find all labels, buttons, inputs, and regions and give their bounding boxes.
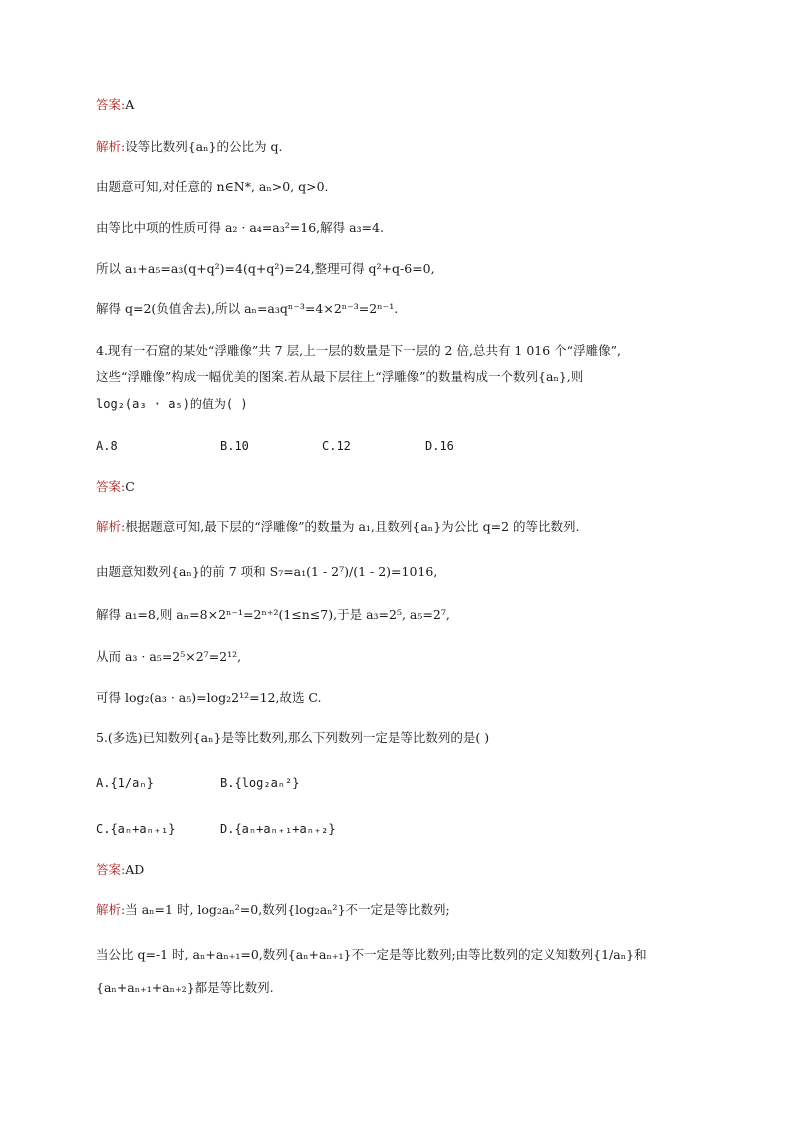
q4-stem-line-2: 这些“浮雕像”构成一幅优美的图案.若从最下层往上“浮雕像”的数量构成一个数列{aₙ},则 bbox=[96, 369, 584, 384]
q3-analysis-line-3: 由等比中项的性质可得 a₂ · a₄=a₃²=16,解得 a₃=4. bbox=[96, 220, 384, 235]
q5-analysis-line-1 bbox=[96, 901, 450, 919]
answer-value: C bbox=[125, 479, 135, 494]
q4-analysis-line-5: 可得 log₂(a₃ · a₅)=log₂2¹²=12,故选 C. bbox=[96, 690, 322, 705]
q5-answer bbox=[96, 861, 144, 879]
q5-analysis-line-3: {aₙ+aₙ₊₁+aₙ₊₂}都是等比数列. bbox=[96, 980, 274, 995]
analysis-text: 当 aₙ=1 时, log₂aₙ²=0,数列{log₂aₙ²}不一定是等比数列; bbox=[125, 902, 450, 917]
q5-option-b: B.{log₂aₙ²} bbox=[220, 776, 300, 790]
q4-option-b: B.10 bbox=[220, 439, 249, 453]
answer-value: AD bbox=[125, 862, 145, 877]
q4-analysis-line-4: 从而 a₃ · a₅=2⁵×2⁷=2¹², bbox=[96, 649, 242, 664]
answer-label: 答案: bbox=[96, 862, 126, 877]
q3-answer bbox=[96, 96, 134, 114]
q5-option-a: A.{1/aₙ} bbox=[96, 776, 154, 790]
q4-stem-line-3: log₂(a₃ · a₅)的值为( ) bbox=[96, 397, 248, 411]
answer-label: 答案: bbox=[96, 479, 126, 494]
answer-value: A bbox=[125, 97, 135, 112]
q3-analysis-line-1 bbox=[96, 138, 282, 156]
analysis-label: 解析: bbox=[96, 139, 126, 154]
q5-option-c: C.{aₙ+aₙ₊₁} bbox=[96, 822, 176, 836]
q4-option-d: D.16 bbox=[425, 439, 454, 453]
q5-option-d: D.{aₙ+aₙ₊₁+aₙ₊₂} bbox=[220, 822, 336, 836]
q4-analysis-line-1 bbox=[96, 518, 580, 536]
q3-analysis-line-2: 由题意可知,对任意的 n∈N*, aₙ>0, q>0. bbox=[96, 179, 329, 194]
analysis-text: 设等比数列{aₙ}的公比为 q. bbox=[125, 139, 283, 154]
q5-analysis-line-2: 当公比 q=-1 时, aₙ+aₙ₊₁=0,数列{aₙ+aₙ₊₁}不一定是等比数列;由等比数列的定义知数列{1/aₙ}和 bbox=[96, 947, 647, 962]
q4-analysis-line-3: 解得 a₁=8,则 aₙ=8×2ⁿ⁻¹=2ⁿ⁺²(1≤n≤7),于是 a₃=2⁵, a₅=2⁷, bbox=[96, 607, 450, 622]
q4-stem-line-1: 4.现有一石窟的某处“浮雕像”共 7 层,上一层的数量是下一层的 2 倍,总共有 1 016 个“浮雕像”, bbox=[96, 343, 621, 358]
q5-stem: 5.(多选)已知数列{aₙ}是等比数列,那么下列数列一定是等比数列的是( ) bbox=[96, 730, 490, 745]
analysis-text: 根据题意可知,最下层的“浮雕像”的数量为 a₁,且数列{aₙ}为公比 q=2 的等比数列. bbox=[125, 519, 580, 534]
q3-analysis-line-5: 解得 q=2(负值舍去),所以 aₙ=a₃qⁿ⁻³=4×2ⁿ⁻³=2ⁿ⁻¹. bbox=[96, 301, 399, 316]
answer-label: 答案: bbox=[96, 97, 126, 112]
q3-analysis-line-4: 所以 a₁+a₅=a₃(q+q²)=4(q+q²)=24,整理可得 q²+q-6=0, bbox=[96, 261, 435, 276]
q4-answer bbox=[96, 478, 135, 496]
analysis-label: 解析: bbox=[96, 902, 126, 917]
q4-analysis-line-2: 由题意知数列{aₙ}的前 7 项和 S₇=a₁(1 - 2⁷)/(1 - 2)=1016, bbox=[96, 564, 438, 579]
analysis-label: 解析: bbox=[96, 519, 126, 534]
q4-option-c: C.12 bbox=[322, 439, 351, 453]
q4-option-a: A.8 bbox=[96, 439, 118, 453]
